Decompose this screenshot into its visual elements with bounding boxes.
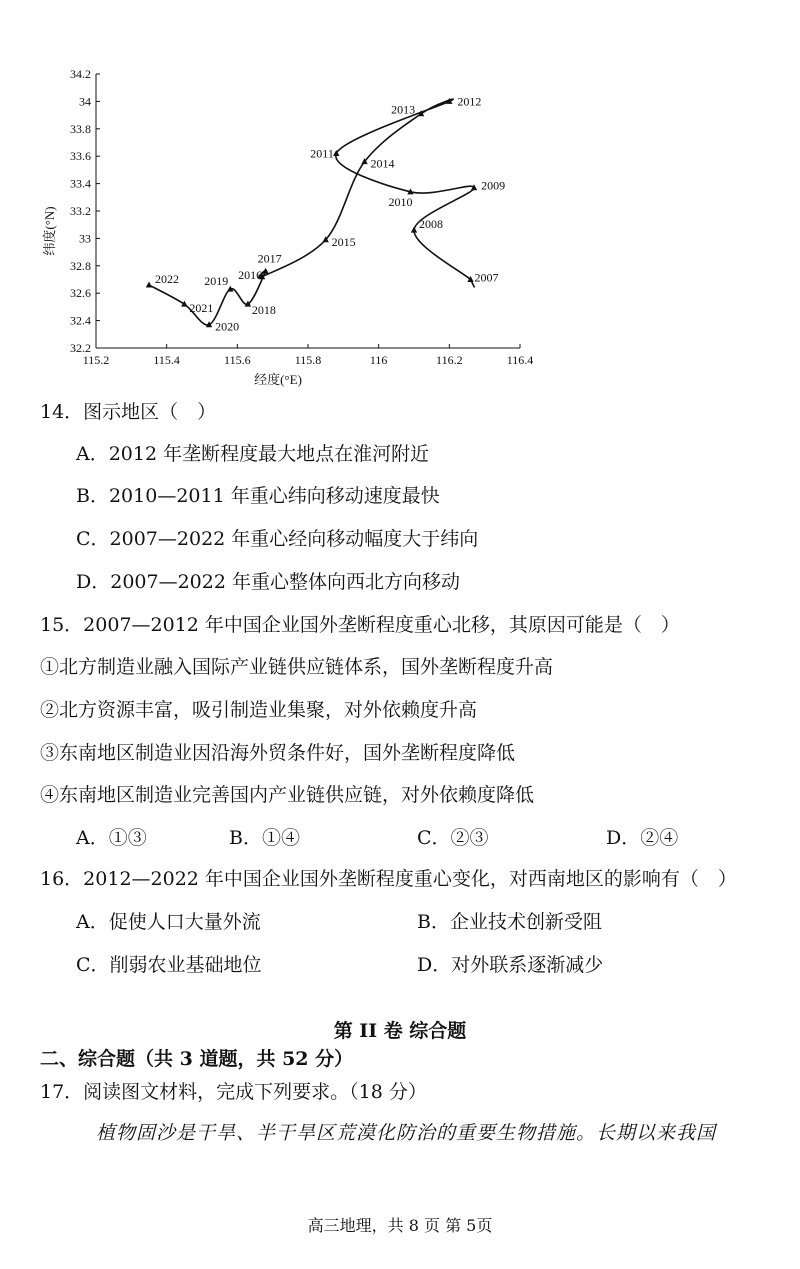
y-tick-label: 33.2 (70, 204, 91, 218)
data-label-2020: 2020 (215, 319, 240, 334)
data-label-2019: 2019 (204, 274, 229, 289)
y-tick-label: 33.4 (70, 176, 91, 191)
x-tick-label: 115.4 (153, 353, 180, 367)
data-label-2016: 2016 (238, 267, 263, 282)
y-tick-label: 32.2 (70, 341, 91, 355)
q15-option-b: B．①④ (229, 827, 300, 849)
data-label-2009: 2009 (481, 178, 506, 193)
q15-statement-2: ②北方资源丰富，吸引制造业集聚，对外依赖度升高 (40, 699, 478, 721)
data-label-2010: 2010 (388, 194, 413, 209)
data-label-2018: 2018 (251, 303, 276, 318)
y-axis-label: 纬度(°N) (42, 206, 57, 256)
x-tick-label: 115.2 (82, 353, 110, 367)
y-tick-label: 32.6 (70, 286, 91, 301)
x-tick-label: 116 (369, 353, 388, 367)
q14-stem: 14．图示地区（ ） (40, 401, 217, 423)
q16-stem: 16．2012—2022 年中国企业国外垄断程度重心变化，对西南地区的影响有（ ） (40, 868, 737, 890)
part2-heading: 二、综合题（共 3 道题，共 52 分） (40, 1048, 354, 1070)
data-point-2017 (262, 268, 268, 274)
q16-option-b: B．企业技术创新受阻 (417, 911, 602, 933)
q16-option-c: C．削弱农业基础地位 (76, 954, 262, 976)
q15-statement-3: ③东南地区制造业因沿海外贸条件好，国外垄断程度降低 (40, 742, 516, 764)
y-tick-label: 33.8 (70, 121, 91, 136)
q15-option-d: D．②④ (606, 827, 679, 849)
x-tick-label: 115.8 (294, 353, 322, 367)
data-label-2014: 2014 (370, 156, 395, 171)
data-label-2021: 2021 (189, 301, 214, 316)
y-tick-label: 33.6 (70, 149, 91, 164)
y-tick-label: 34.2 (70, 67, 91, 81)
q15-statement-4: ④东南地区制造业完善国内产业链供应链，对外依赖度降低 (40, 784, 535, 806)
y-tick-label: 32.8 (70, 258, 91, 273)
q14-option-b: B．2010—2011 年重心纬向移动速度最快 (76, 485, 440, 507)
data-label-2015: 2015 (331, 234, 356, 249)
q16-option-d: D．对外联系逐渐减少 (417, 954, 604, 976)
q15-stem: 15．2007—2012 年中国企业国外垄断程度重心北移，其原因可能是（ ） (40, 614, 680, 636)
x-tick-label: 116.2 (436, 353, 463, 367)
page-footer: 高三地理，共 8 页 第 5页 (307, 1216, 493, 1235)
data-point-2008 (411, 227, 417, 233)
data-label-2022: 2022 (155, 271, 179, 286)
data-label-2007: 2007 (474, 270, 499, 285)
part2-title: 第 II 卷 综合题 (333, 1020, 467, 1042)
data-label-2013: 2013 (391, 102, 416, 117)
q17-stem: 17．阅读图文材料，完成下列要求。（18 分） (40, 1081, 427, 1103)
data-label-2017: 2017 (257, 251, 282, 266)
y-tick-label: 33 (79, 231, 91, 246)
y-tick-label: 32.4 (70, 313, 91, 328)
x-tick-label: 116.4 (506, 353, 534, 367)
data-point-2009 (471, 184, 477, 190)
x-tick-label: 115.6 (224, 353, 251, 367)
data-label-2011: 2011 (310, 146, 334, 161)
q16-option-a: A．促使人口大量外流 (76, 911, 261, 933)
y-tick-label: 34 (79, 94, 91, 109)
q15-option-a: A．①③ (76, 827, 147, 849)
q14-option-d: D．2007—2022 年重心整体向西北方向移动 (76, 571, 460, 593)
centroid-chart (40, 60, 540, 395)
q15-statement-1: ①北方制造业融入国际产业链供应链体系，国外垄断程度升高 (40, 656, 554, 678)
centroid-path (149, 99, 475, 325)
q15-option-c: C．②③ (417, 827, 489, 849)
x-axis-label: 经度(°E) (254, 372, 302, 387)
data-label-2008: 2008 (419, 217, 443, 232)
q17-text: 植物固沙是干旱、半干旱区荒漠化防治的重要生物措施。长期以来我国 (96, 1122, 717, 1144)
data-label-2012: 2012 (457, 94, 482, 109)
data-point-2022 (146, 281, 152, 287)
q14-option-c: C．2007—2022 年重心经向移动幅度大于纬向 (76, 528, 479, 550)
q14-option-a: A．2012 年垄断程度最大地点在淮河附近 (76, 443, 430, 465)
